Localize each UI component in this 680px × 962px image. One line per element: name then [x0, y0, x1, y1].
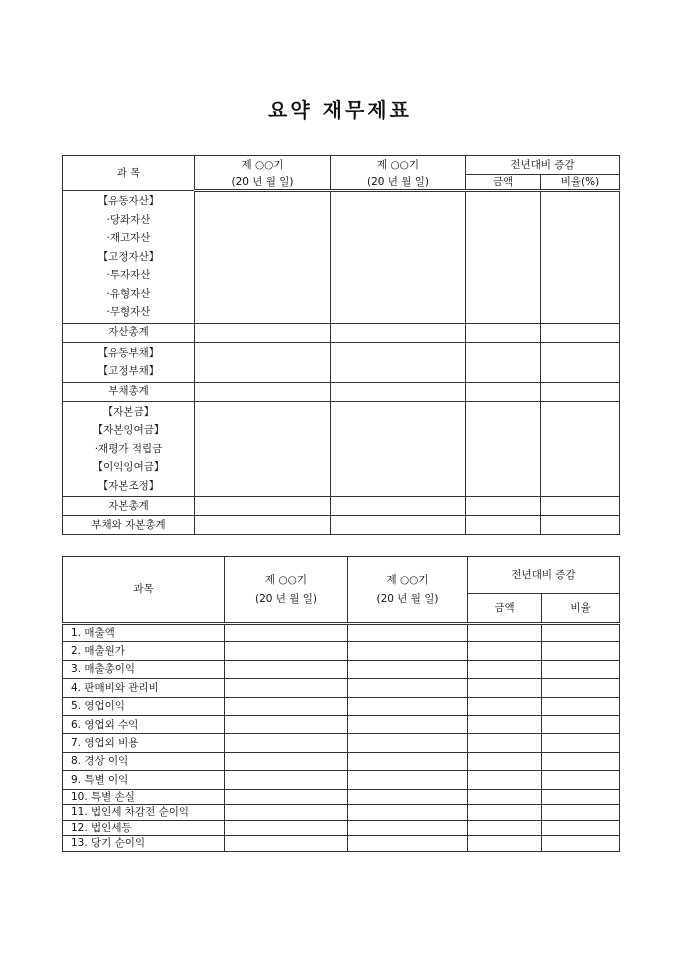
bs-value-cell[interactable] [331, 401, 466, 497]
is-value-cell[interactable] [225, 771, 348, 789]
is-value-cell[interactable] [542, 624, 620, 642]
bs-account-label: 【자본잉여금】 [92, 424, 165, 436]
is-value-cell[interactable] [468, 697, 542, 715]
is-value-cell[interactable] [542, 771, 620, 789]
is-value-cell[interactable] [225, 805, 348, 821]
bs-account-label: 자본총계 [108, 499, 149, 512]
is-header-period1 [225, 557, 348, 624]
bs-row [63, 323, 620, 342]
is-value-cell[interactable] [225, 836, 348, 852]
is-value-cell[interactable] [348, 660, 468, 678]
balance-sheet-table [62, 155, 620, 535]
bs-value-cell[interactable] [195, 323, 331, 342]
is-header-ratio: 비율 [542, 594, 620, 624]
bs-account-cell [63, 382, 195, 401]
is-row [63, 642, 620, 660]
is-value-cell[interactable] [542, 679, 620, 697]
bs-account-cell [63, 342, 195, 382]
bs-header-change: 전년대비 증감 [466, 156, 620, 175]
is-value-cell[interactable] [468, 624, 542, 642]
is-value-cell[interactable] [225, 752, 348, 770]
is-row [63, 836, 620, 852]
is-header-account: 과목 [63, 557, 225, 624]
bs-value-cell[interactable] [195, 497, 331, 516]
bs-account-cell [63, 401, 195, 497]
bs-value-cell[interactable] [331, 191, 466, 324]
bs-row [63, 401, 620, 497]
bs-header-period1-date: (20 년 월 일) [195, 175, 331, 191]
bs-account-label: 부채와 자본총계 [91, 518, 166, 531]
bs-row [63, 497, 620, 516]
bs-value-cell[interactable] [541, 516, 620, 535]
is-row [63, 679, 620, 697]
is-value-cell[interactable] [468, 715, 542, 733]
is-account-label: 9. 특별 이익 [63, 771, 225, 789]
bs-header-period1: 제 ○○기 [195, 156, 331, 175]
is-value-cell[interactable] [348, 679, 468, 697]
is-value-cell[interactable] [225, 789, 348, 805]
bs-value-cell[interactable] [466, 401, 541, 497]
is-value-cell[interactable] [468, 660, 542, 678]
bs-account-cell [63, 497, 195, 516]
is-value-cell[interactable] [542, 734, 620, 752]
is-value-cell[interactable] [225, 697, 348, 715]
is-body [63, 624, 620, 852]
bs-row [63, 382, 620, 401]
is-header-period2-label: 제 ○○기 [386, 574, 429, 587]
bs-value-cell[interactable] [466, 342, 541, 382]
is-value-cell[interactable] [225, 642, 348, 660]
is-header-period1-date: (20 년 월 일) [255, 592, 317, 605]
is-value-cell[interactable] [225, 660, 348, 678]
is-value-cell[interactable] [468, 820, 542, 836]
is-account-label: 4. 판매비와 관리비 [63, 679, 225, 697]
bs-value-cell[interactable] [466, 191, 541, 324]
is-account-label: 2. 매출원가 [63, 642, 225, 660]
bs-account-label: 【이익잉여금】 [92, 461, 165, 473]
bs-value-cell[interactable] [331, 382, 466, 401]
is-header-period1-label: 제 ○○기 [265, 574, 307, 587]
bs-account-label: 【고정자산】 [97, 250, 160, 263]
bs-account-label: 【고정부채】 [97, 365, 160, 377]
bs-account-label: ·재평가 적립금 [94, 442, 163, 455]
bs-header-period2: 제 ○○기 [331, 156, 466, 175]
bs-account-label: 【유동자산】 [97, 195, 160, 207]
is-value-cell[interactable] [468, 734, 542, 752]
bs-value-cell[interactable] [331, 323, 466, 342]
is-value-cell[interactable] [225, 820, 348, 836]
bs-value-cell[interactable] [331, 516, 466, 535]
bs-account-label: 자산총계 [108, 326, 149, 339]
is-value-cell[interactable] [468, 789, 542, 805]
is-account-label: 3. 매출총이익 [63, 660, 225, 678]
is-value-cell[interactable] [348, 715, 468, 733]
is-value-cell[interactable] [542, 820, 620, 836]
is-row [63, 752, 620, 770]
bs-value-cell[interactable] [195, 516, 331, 535]
bs-row [63, 342, 620, 382]
is-row [63, 660, 620, 678]
is-row [63, 771, 620, 789]
bs-value-cell[interactable] [466, 323, 541, 342]
is-value-cell[interactable] [468, 679, 542, 697]
is-account-label: 11. 법인세 차감전 순이익 [63, 805, 225, 821]
bs-account-cell [63, 323, 195, 342]
is-account-label: 7. 영업외 비용 [63, 734, 225, 752]
bs-value-cell[interactable] [331, 342, 466, 382]
is-row [63, 789, 620, 805]
is-value-cell[interactable] [542, 697, 620, 715]
is-value-cell[interactable] [348, 771, 468, 789]
bs-header-period2-date: (20 년 월 일) [331, 175, 466, 191]
bs-value-cell[interactable] [541, 342, 620, 382]
is-row [63, 715, 620, 733]
bs-body [63, 191, 620, 535]
is-value-cell[interactable] [348, 697, 468, 715]
bs-header-account: 과 목 [63, 156, 195, 191]
bs-value-cell[interactable] [331, 497, 466, 516]
bs-account-cell [63, 516, 195, 535]
bs-account-label: 【유동부채】 [97, 346, 160, 359]
bs-account-label: ·재고자산 [106, 232, 151, 244]
bs-header-amount: 금액 [466, 175, 541, 191]
bs-value-cell[interactable] [195, 401, 331, 497]
bs-value-cell[interactable] [466, 497, 541, 516]
is-account-label: 10. 특별 손실 [63, 789, 225, 805]
is-value-cell[interactable] [225, 624, 348, 642]
income-statement-table [62, 556, 620, 852]
is-row [63, 805, 620, 821]
is-value-cell[interactable] [468, 771, 542, 789]
bs-account-label: ·무형자산 [106, 306, 151, 318]
is-value-cell[interactable] [348, 752, 468, 770]
is-row [63, 820, 620, 836]
is-value-cell[interactable] [542, 805, 620, 821]
is-value-cell[interactable] [468, 642, 542, 660]
is-value-cell[interactable] [225, 679, 348, 697]
is-header-change: 전년대비 증감 [468, 557, 620, 594]
is-value-cell[interactable] [348, 642, 468, 660]
is-value-cell[interactable] [225, 734, 348, 752]
is-value-cell[interactable] [348, 624, 468, 642]
is-value-cell[interactable] [542, 789, 620, 805]
bs-account-label: 【자본금】 [102, 405, 155, 418]
is-value-cell[interactable] [542, 836, 620, 852]
is-header-period2-date: (20 년 월 일) [376, 592, 439, 605]
bs-value-cell[interactable] [195, 191, 331, 324]
bs-row [63, 516, 620, 535]
is-value-cell[interactable] [348, 820, 468, 836]
bs-value-cell[interactable] [541, 401, 620, 497]
is-account-label: 6. 영업외 수익 [63, 715, 225, 733]
page-title: 요약 재무제표 [268, 98, 412, 122]
is-header-amount: 금액 [468, 594, 542, 624]
bs-account-cell [63, 191, 195, 324]
is-row [63, 697, 620, 715]
is-value-cell[interactable] [468, 805, 542, 821]
bs-value-cell[interactable] [541, 382, 620, 401]
bs-value-cell[interactable] [541, 497, 620, 516]
bs-value-cell[interactable] [195, 382, 331, 401]
bs-account-label: ·유형자산 [106, 287, 151, 300]
bs-row [63, 191, 620, 324]
bs-value-cell[interactable] [541, 323, 620, 342]
bs-account-label: 부채총계 [108, 385, 149, 398]
is-value-cell[interactable] [542, 715, 620, 733]
bs-account-label: ·당좌자산 [106, 213, 151, 226]
bs-value-cell[interactable] [466, 382, 541, 401]
is-value-cell[interactable] [348, 836, 468, 852]
is-row [63, 734, 620, 752]
is-value-cell[interactable] [542, 642, 620, 660]
is-value-cell[interactable] [542, 660, 620, 678]
bs-value-cell[interactable] [541, 191, 620, 324]
is-account-label: 13. 당기 순이익 [63, 836, 225, 852]
is-account-label: 8. 경상 이익 [63, 752, 225, 770]
is-account-label: 5. 영업이익 [63, 697, 225, 715]
bs-account-label: 【자본조정】 [97, 479, 160, 492]
is-value-cell[interactable] [348, 734, 468, 752]
is-account-label: 1. 매출액 [63, 624, 225, 642]
bs-value-cell[interactable] [466, 516, 541, 535]
is-value-cell[interactable] [348, 789, 468, 805]
is-value-cell[interactable] [542, 752, 620, 770]
is-value-cell[interactable] [348, 805, 468, 821]
bs-value-cell[interactable] [195, 342, 331, 382]
is-row [63, 624, 620, 642]
is-value-cell[interactable] [468, 752, 542, 770]
bs-header-ratio: 비율(%) [541, 175, 620, 191]
is-account-label: 12. 법인세등 [63, 820, 225, 836]
bs-account-label: ·투자자산 [106, 269, 151, 281]
is-value-cell[interactable] [225, 715, 348, 733]
is-value-cell[interactable] [468, 836, 542, 852]
is-header-period2 [348, 557, 468, 624]
